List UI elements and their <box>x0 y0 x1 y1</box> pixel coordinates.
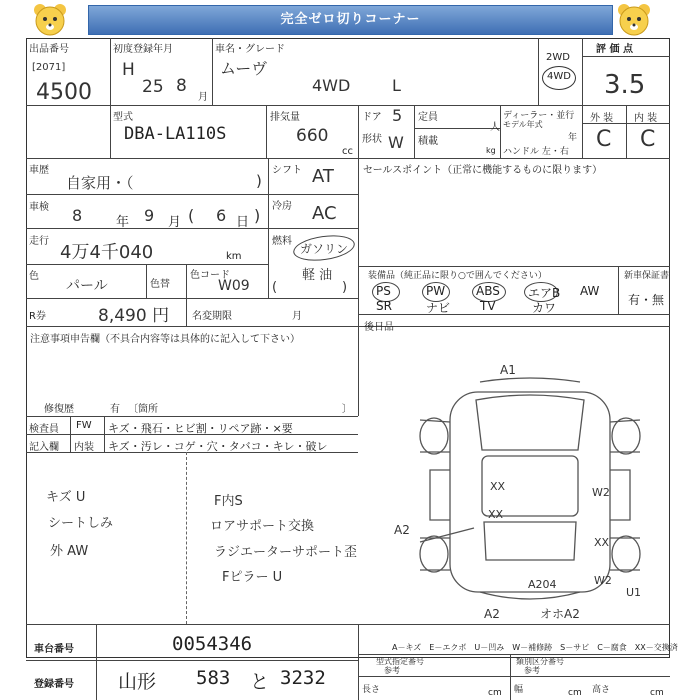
km-label: km <box>226 251 242 262</box>
color-value: パール <box>66 278 108 294</box>
diag-rear-a2: オホA2 <box>540 607 580 620</box>
equipment-label: 装備品（純正品に限り○で囲んでください） <box>368 271 547 281</box>
reg-month-unit: 月 <box>198 92 208 103</box>
int-checklist: キズ・汚レ・コゲ・穴・タバコ・キレ・破レ <box>108 440 328 453</box>
damage-legend: A－キズ E－エクボ U－凹み W－補修跡 S－サビ C－腐食 XX－交換済 <box>392 643 678 652</box>
capacity-label: 定員 <box>418 112 438 123</box>
aircon-value: AC <box>312 203 337 224</box>
diag-a2-bottom: A2 <box>484 607 500 620</box>
load-label: 積載 <box>418 136 438 147</box>
interior-label: 内 装 <box>634 113 658 124</box>
inspector-label: 検査員 <box>29 424 59 435</box>
model-code-label: 型式 <box>113 112 133 123</box>
capacity-unit: 人 <box>490 122 500 133</box>
shape-label: 形状 <box>362 134 382 145</box>
recycle-label: R券 <box>29 311 46 322</box>
note-right-2: ロアサポート交換 <box>210 519 315 534</box>
equip-leather: カワ <box>532 301 557 315</box>
repair-history-label: 修復歴 <box>44 404 74 415</box>
equip-aw: AW <box>580 284 600 298</box>
reg-class: 583 <box>196 667 231 689</box>
reg-pref: 山形 <box>118 671 157 693</box>
note-right-4: Fピラー U <box>222 570 283 585</box>
cc-label: cc <box>342 146 353 157</box>
diag-xx-2: XX <box>488 508 504 521</box>
repair-has: 有 <box>110 404 120 415</box>
equip-ps: PS <box>376 284 391 298</box>
repair-part: 〔箇所 <box>128 404 158 415</box>
drive-4wd-label: 4WD <box>547 71 571 82</box>
color-code-label: 色コード <box>190 270 230 281</box>
color-change-label: 色替 <box>150 279 170 290</box>
notes-label: 注意事項申告欄（不具合内容等は具体的に記入して下さい） <box>30 334 300 345</box>
sales-point-label: セールスポイント（正常に機能するものに限ります） <box>363 165 603 176</box>
bear-logo-left <box>28 2 72 38</box>
doc-month: 月 <box>292 311 302 322</box>
length-unit: cm <box>488 688 502 698</box>
car-model: ムーヴ <box>220 59 268 78</box>
rating-score: 3.5 <box>604 70 646 100</box>
displacement-label: 排気量 <box>270 112 300 123</box>
model-year-label: モデル年式 <box>503 120 543 129</box>
equip-airbag: エアB <box>528 286 561 300</box>
equip-tv: TV <box>480 299 496 313</box>
color-code-value: W09 <box>218 278 250 294</box>
note-left-1: キズ U <box>46 490 86 505</box>
chassis-no-value: 0054346 <box>172 633 253 655</box>
insp-day: 6 <box>216 206 227 225</box>
fuel-label: 燃料 <box>272 236 292 247</box>
int-label: 内装 <box>74 442 94 453</box>
width-label: 幅 <box>514 685 524 695</box>
header-title: 完全ゼロ切りコーナー <box>88 5 613 35</box>
height-unit: cm <box>650 688 664 698</box>
equip-navi: ナビ <box>426 301 451 315</box>
handle-label: ハンドル 左・右 <box>503 147 569 157</box>
reg-month: 8 <box>176 76 187 96</box>
recycle-value: 8,490 円 <box>98 306 170 326</box>
width-unit: cm <box>568 688 582 698</box>
lot-bracket: [2071] <box>32 62 66 73</box>
fw-label: FW <box>76 420 92 431</box>
document-name-label: 名変期限 <box>192 311 232 322</box>
type-cert-label: 型式指定番号 <box>376 657 424 666</box>
model-code: DBA-LA110S <box>124 124 227 144</box>
note-left-2: シートしみ <box>48 516 114 531</box>
entry-label: 記入欄 <box>29 442 59 453</box>
insp-month: 9 <box>144 206 155 225</box>
ext-grade: C <box>596 127 612 152</box>
shift-value: AT <box>312 166 334 187</box>
type-cert-ref: 参考 <box>384 666 400 675</box>
mileage-label: 走行 <box>29 236 49 247</box>
insp-year-unit: 年 <box>116 215 130 230</box>
insp-year: 8 <box>72 206 83 225</box>
load-unit: kg <box>486 146 496 155</box>
equip-pw: PW <box>426 284 446 298</box>
bear-logo-right <box>612 2 656 38</box>
first-reg-label: 初度登録年月 <box>113 44 173 55</box>
reg-no-label: 登録番号 <box>34 679 74 690</box>
drive-2wd-label: 2WD <box>546 52 570 63</box>
equip-sr: SR <box>376 299 392 313</box>
diag-xx-1: XX <box>490 480 506 493</box>
exterior-label: 外 装 <box>590 113 614 124</box>
reg-era: H <box>122 60 135 80</box>
insp-month-unit: 月 <box>168 215 182 230</box>
tax-label: 新車保証書 <box>624 271 670 281</box>
model-year-unit: 年 <box>568 133 578 143</box>
car-grade: L <box>392 76 401 95</box>
int-grade: C <box>640 127 656 152</box>
fuel-gasoline: ガソリン <box>300 242 349 256</box>
car-name-label: 車名・グレード <box>215 44 285 55</box>
equipment-grid <box>372 278 618 315</box>
rating-label: 評 価 点 <box>596 44 633 55</box>
diag-a1: A1 <box>500 363 516 377</box>
doors-value: 5 <box>392 106 403 125</box>
diag-xx-3: XX <box>594 536 610 549</box>
car-drive: 4WD <box>312 76 351 95</box>
lot-no-label: 出品番号 <box>29 44 69 55</box>
history-value: 自家用・（ <box>66 174 134 192</box>
cat-no-ref: 参考 <box>524 666 540 675</box>
tax-value: 有・無 <box>628 293 665 307</box>
fuel-diesel: 軽 油 <box>302 268 333 283</box>
length-label: 長さ <box>362 685 381 695</box>
reg-num: 3232 <box>280 667 326 689</box>
shift-label: シフト <box>272 165 302 176</box>
chassis-no-label: 車台番号 <box>34 644 74 655</box>
inspection-label: 車検 <box>29 202 49 213</box>
after-day-label: 後日品 <box>364 322 394 333</box>
fw-checklist: キズ・飛石・ヒビ割・リペア跡・×要 <box>108 422 293 435</box>
diag-a2-left: A2 <box>394 523 410 537</box>
aircon-label: 冷房 <box>272 201 292 212</box>
diag-a204: A204 <box>528 578 557 591</box>
diag-u1: U1 <box>626 586 642 599</box>
mileage-value: 4万4千040 <box>60 242 154 263</box>
note-right-1: F内S <box>214 494 243 509</box>
note-left-3: 外 AW <box>50 544 89 559</box>
insp-day-unit: 日 <box>236 215 250 230</box>
height-label: 高さ <box>592 685 611 695</box>
color-label: 色 <box>29 271 39 282</box>
displacement-value: 660 <box>296 126 329 146</box>
lot-number: 4500 <box>36 80 92 105</box>
shape-value: W <box>388 133 404 152</box>
history-label: 車歴 <box>29 165 49 176</box>
diag-w2-bottom: W2 <box>594 574 612 587</box>
diag-w2-right: W2 <box>592 486 610 499</box>
reg-year: 25 <box>142 77 164 97</box>
cat-no-label: 類別区分番号 <box>516 657 564 666</box>
note-right-3: ラジエーターサポート歪 <box>214 545 358 560</box>
equip-abs: ABS <box>476 284 500 298</box>
car-damage-diagram <box>390 360 670 620</box>
dealer-label: ディーラー・並行 <box>503 111 575 121</box>
doors-label: ドア <box>362 112 382 123</box>
reg-kana: と <box>250 671 270 693</box>
